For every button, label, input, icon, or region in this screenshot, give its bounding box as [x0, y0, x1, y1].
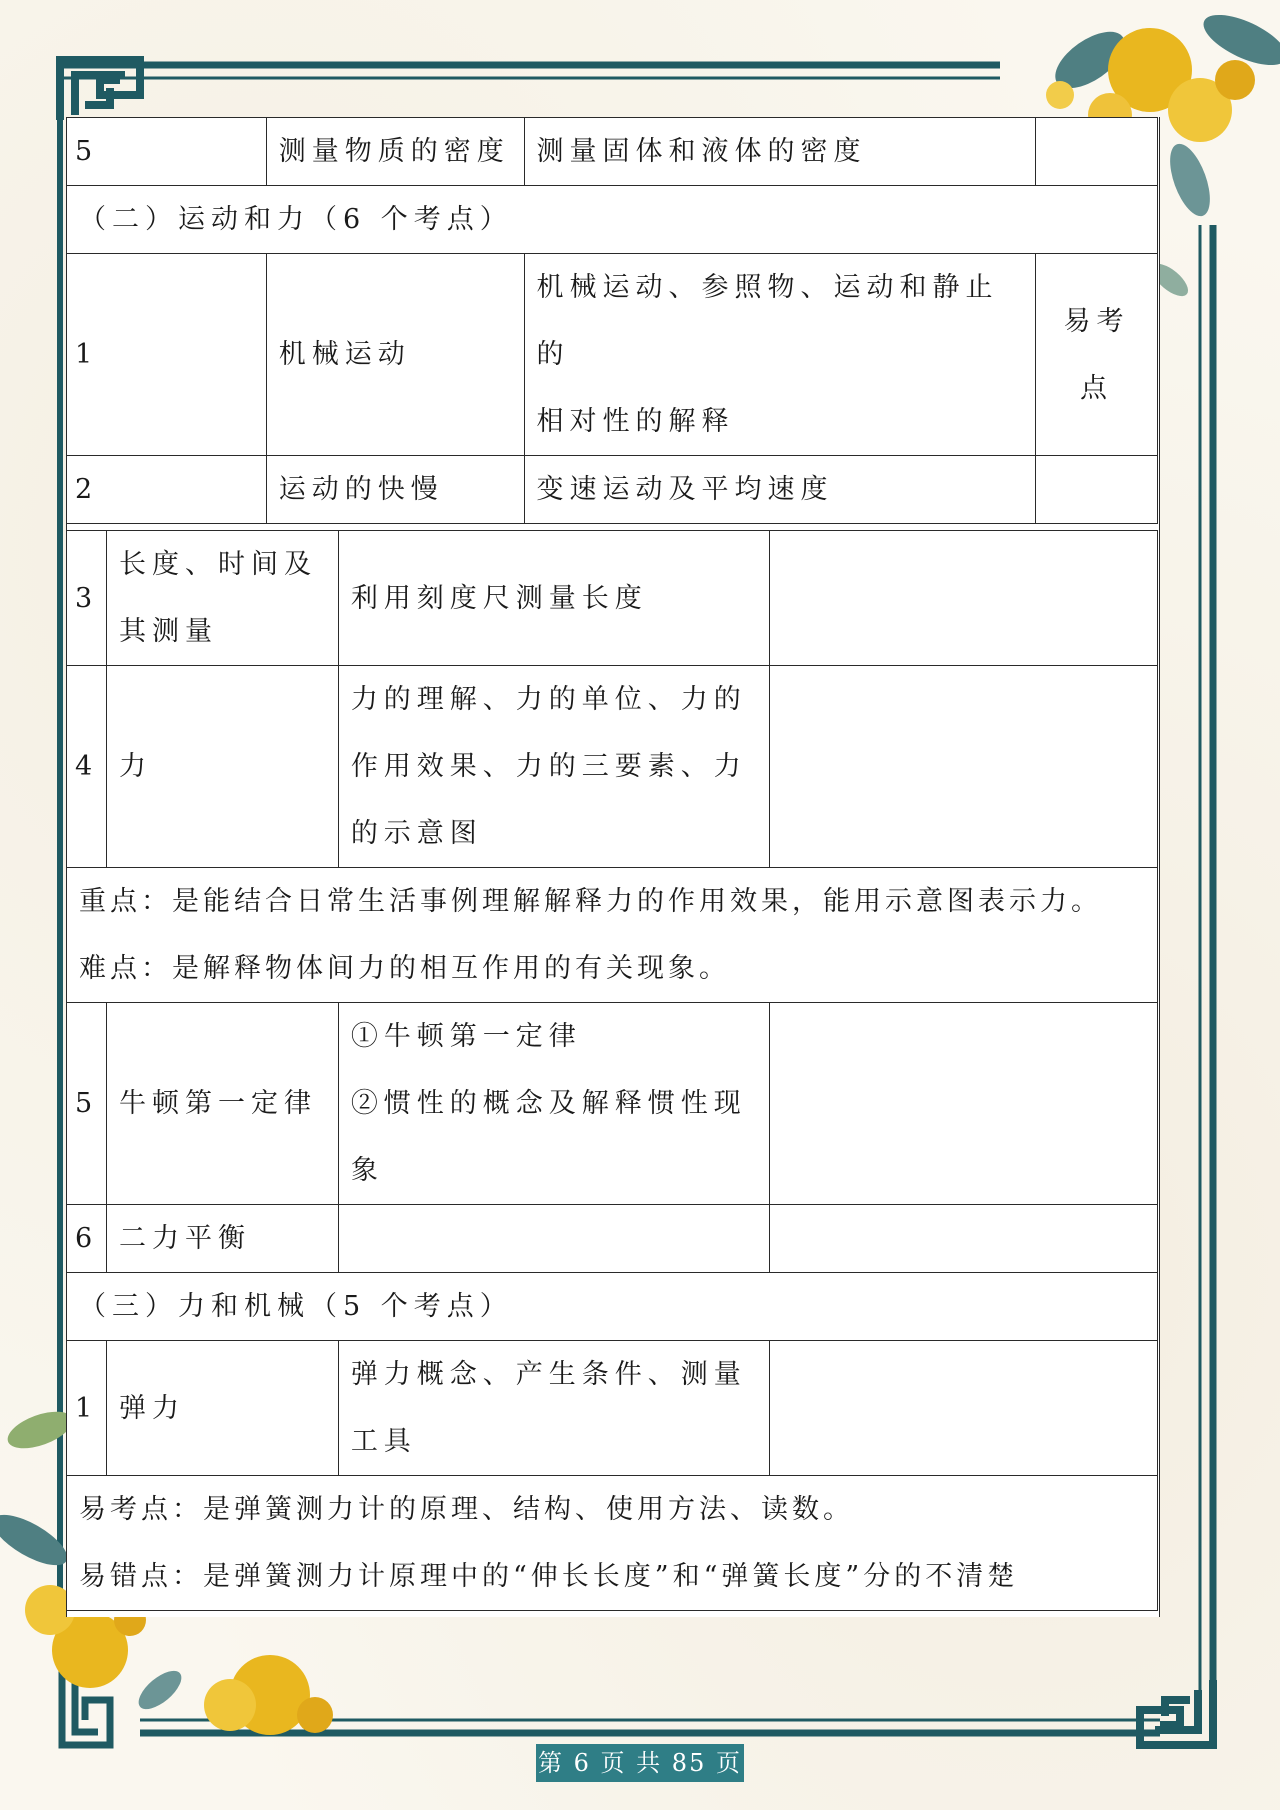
table-row: [67, 666, 1158, 868]
error-point-text: 易错点：是弹簧测力计原理中的“伸长长度”和“弹簧长度”分的不清楚: [79, 1561, 1019, 1592]
topic-note: [1036, 254, 1158, 456]
topic-name: 测量物质的密度: [266, 118, 524, 186]
row-number: 6: [67, 1205, 107, 1273]
topic-note: [770, 531, 1158, 666]
row-number: 2: [67, 456, 267, 524]
topic-note: [770, 1003, 1158, 1205]
page-number-label: 第 6 页 共 85 页: [536, 1744, 744, 1782]
topic-content: [338, 1003, 770, 1205]
topic-content: 变速运动及平均速度: [524, 456, 1036, 524]
exam-points-table-2: [66, 530, 1158, 1611]
table-row: [67, 254, 1158, 456]
section-heading-force-machine: （三）力和机械（5 个考点）: [67, 1273, 1158, 1341]
topic-name: 机械运动: [266, 254, 524, 456]
table-row: [67, 1341, 1158, 1476]
row-number: 1: [67, 254, 267, 456]
content-line: 象: [350, 1155, 384, 1186]
content-line: 弹力概念、产生条件、测量: [350, 1359, 747, 1390]
topic-note: [770, 666, 1158, 868]
topic-name: 二力平衡: [106, 1205, 338, 1273]
topic-content: [338, 1341, 770, 1476]
fret-corner-top-left: [60, 60, 140, 120]
easy-point-text: 易考点：是弹簧测力计的原理、结构、使用方法、读数。: [79, 1494, 854, 1525]
topic-content: 利用刻度尺测量长度: [338, 531, 770, 666]
difficult-point-text: 难点：是解释物体间力的相互作用的有关现象。: [79, 953, 730, 984]
row-number: 5: [67, 118, 267, 186]
easy-error-notes: [67, 1476, 1158, 1611]
table-row: [67, 531, 1158, 666]
table-row: [67, 118, 1158, 186]
content-line: ②惯性的概念及解释惯性现: [350, 1088, 747, 1119]
section-heading-motion-force: （二）运动和力（6 个考点）: [67, 186, 1158, 254]
content-line: 力的理解、力的单位、力的: [350, 684, 747, 715]
note-line: 易考: [1063, 305, 1130, 337]
table-row: [67, 1003, 1158, 1205]
topic-note: [770, 1341, 1158, 1476]
topic-content: [338, 1205, 770, 1273]
topic-content: [338, 666, 770, 868]
row-number: 5: [67, 1003, 107, 1205]
table-row: [67, 1205, 1158, 1273]
note-row: [67, 1476, 1158, 1611]
topic-note: [1036, 118, 1158, 186]
topic-name: 力: [106, 666, 338, 868]
topic-name: 运动的快慢: [266, 456, 524, 524]
name-line: 其测量: [118, 616, 218, 647]
section-row: [67, 186, 1158, 254]
topic-name: 牛顿第一定律: [106, 1003, 338, 1205]
row-number: 3: [67, 531, 107, 666]
note-row: [67, 868, 1158, 1003]
content-line: 作用效果、力的三要素、力: [350, 751, 747, 782]
topic-note: [1036, 456, 1158, 524]
topic-name: 弹力: [106, 1341, 338, 1476]
content-line: 相对性的解释: [536, 406, 735, 437]
row-number: 1: [67, 1341, 107, 1476]
topic-name: [106, 531, 338, 666]
topic-content: [524, 254, 1036, 456]
key-point-text: 重点：是能结合日常生活事例理解解释力的作用效果，能用示意图表示力。: [79, 886, 1102, 917]
row-number: 4: [67, 666, 107, 868]
content-line: 的示意图: [350, 818, 483, 849]
section-row: [67, 1273, 1158, 1341]
note-line: 点: [1080, 372, 1114, 404]
exam-points-table-1: [66, 117, 1158, 524]
content-line: ①牛顿第一定律: [350, 1021, 582, 1052]
table-row: [67, 456, 1158, 524]
key-difficulty-notes: [67, 868, 1158, 1003]
content-line: 工具: [350, 1426, 417, 1457]
content-line: 机械运动、参照物、运动和静止的: [536, 272, 999, 370]
name-line: 长度、时间及: [118, 549, 317, 580]
topic-note: [770, 1205, 1158, 1273]
topic-content: 测量固体和液体的密度: [524, 118, 1036, 186]
